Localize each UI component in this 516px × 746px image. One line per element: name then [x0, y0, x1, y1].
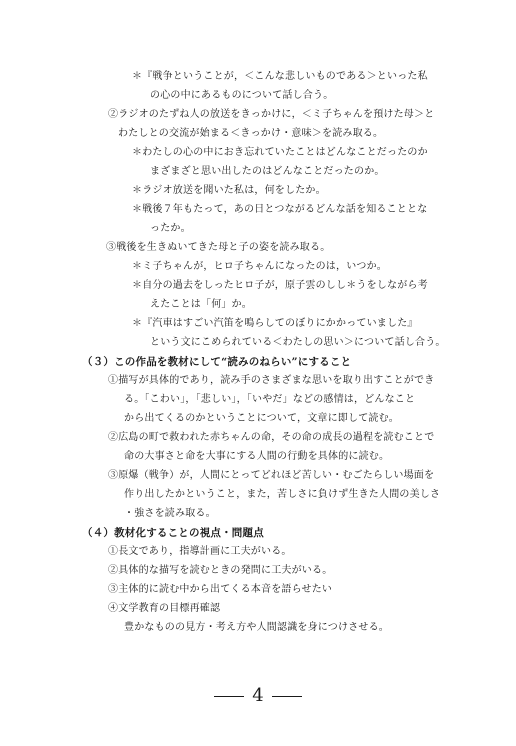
text-line: ＊わたしの心の中におき忘れていたことはどんなことだったのか: [132, 147, 428, 158]
text-line: ＊『戦争ということが，＜こんな悲しいものである＞といった私: [132, 71, 428, 82]
text-line: わたしとの交流が始まる＜きっかけ・意味＞を読み取る。: [118, 128, 384, 139]
text-line: ②広島の町で救われた赤ちゃんの命，その命の成長の過程を読むことで: [108, 432, 435, 443]
text-line: えたことは「何」か。: [150, 299, 252, 310]
text-line: ④文学教育の目標再確認: [108, 603, 221, 614]
text-line: ①長文であり，指導計画に工夫がいる。: [108, 546, 292, 557]
text-line: 豊かなものの見方・考え方や人間認識を身につけさせる。: [124, 622, 389, 633]
text-line: 作り出したかということ，また，苦しさに負けず生きた人間の美しさ: [124, 489, 441, 500]
footer-dash-right: [272, 696, 302, 697]
text-line: ったか。: [150, 223, 191, 234]
text-line: ③主体的に読む中から出てくる本音を語らせたい: [108, 584, 333, 595]
text-line: ＊自分の過去をしったヒロ子が，原子雲のしし＊うをしながら考: [132, 280, 428, 291]
text-line: ②ラジオのたずね人の放送をきっかけに，＜ミ子ちゃんを預けた母＞と: [108, 109, 435, 120]
text-line: ②具体的な描写を読むときの発問に工夫がいる。: [108, 565, 333, 576]
page-number: 4: [252, 685, 264, 706]
text-line: から出てくるのかということについて，文章に即して読む。: [124, 413, 399, 424]
text-line: ＊『汽車はすごい汽笛を鳴らしてのぼりにかかっていました』: [132, 318, 418, 329]
text-line: る。「こわい」，「悲しい」，「いやだ」などの感情は，どんなこと: [124, 394, 416, 405]
text-line: ＊戦後７年もたって，あの日とつながるどんな話を知ることとな: [132, 204, 428, 215]
text-line: まざまざと思い出したのはどんなことだったのか。: [150, 166, 385, 177]
text-line: の心の中にあるものについて話し合う。: [150, 90, 334, 101]
text-line: ・強さを読み取る。: [124, 508, 216, 519]
text-line: という文にこめられている＜わたしの思い＞について話し合う。: [150, 337, 446, 348]
text-line: ＊ミ子ちゃんが，ヒロ子ちゃんになったのは，いつか。: [132, 261, 387, 272]
text-line: ③原爆（戦争）が，人間にとってどれほど苦しい・むごたらしい場面を: [108, 470, 435, 481]
footer-dash-left: [214, 696, 244, 697]
text-line: ＊ラジオ放送を聞いた私は，何をしたか。: [132, 185, 326, 196]
section-heading: （４）教材化することの視点・問題点: [82, 527, 264, 539]
text-line: 命の大事さと命を大事にする人間の行動を具体的に読む。: [124, 451, 390, 462]
page-footer: [0, 686, 516, 706]
text-line: ③戦後を生きぬいてきた母と子の姿を読み取る。: [106, 242, 331, 253]
section-heading: （３）この作品を教材にして“読みのねらい”にすること: [82, 356, 352, 368]
text-line: ①描写が具体的であり，読み手のさまざまな思いを取り出すことができ: [108, 375, 435, 386]
